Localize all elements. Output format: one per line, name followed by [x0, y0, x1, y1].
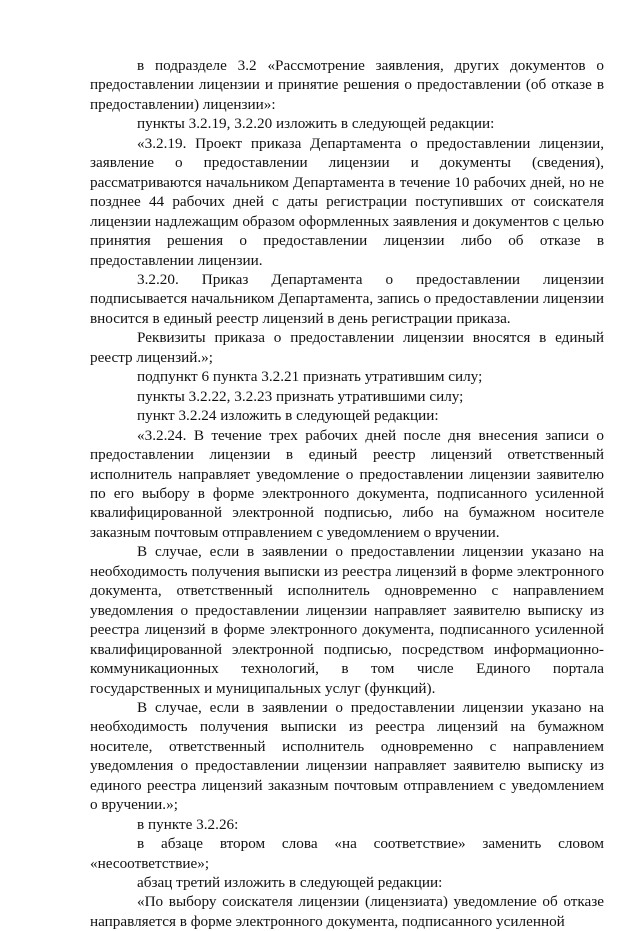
paragraph-subsection-3-2: в подразделе 3.2 «Рассмотрение заявления, других документов о предоставлении лицензии и принятие решения о предоставлении (об отказе в предоставлении) лицензии»:: [90, 57, 604, 113]
paragraph-items-3-2-22-3-2-23: пункты 3.2.22, 3.2.23 признать утратившими силу;: [137, 387, 464, 405]
paragraph-3-2-24: «3.2.24. В течение трех рабочих дней после дня внесения записи о предоставлении лицензии в единый реестр лицензий ответственный исполнитель направляет уведомление о предоставлении лицензии заявителю по его выбору в форме электронного документа, подписанного усиленной квалифицированной электронной подписью, либо на бумажном носителе заказным почтовым отправлением с уведомлением о вручении.: [90, 426, 604, 541]
paragraph-refusal-notice: «По выбору соискателя лицензии (лицензиата) уведомление об отказе направляется в форме электронного документа, подписанного усиленной: [90, 893, 604, 930]
paragraph-3-2-20: 3.2.20. Приказ Департамента о предоставлении лицензии подписывается начальником Департамента, запись о предоставлении лицензии вносится в единый реестр лицензий в день регистрации приказа.: [90, 270, 604, 327]
paragraph-items-3-2-19-3-2-20: пункты 3.2.19, 3.2.20 изложить в следующей редакции:: [137, 115, 495, 133]
document-page: [90, 56, 604, 931]
paragraph-third-subparagraph: абзац третий изложить в следующей редакции:: [137, 874, 443, 892]
paragraph-electronic-extract: В случае, если в заявлении о предоставлении лицензии указано на необходимость получения выписки из реестра лицензий в форме электронного документа, ответственный исполнитель одновременно с направлением уведомления о предоставлении лицензии направляет заявителю выписку из реестра лицензий в форме электронного документа, подписанного усиленной квалифицированной электронной подписью, посредством информационно-коммуникационных технологий, в том числе Единого портала государственных и муниципальных услуг (функций).: [90, 543, 604, 697]
paragraph-second-subparagraph: в абзаце втором слова «на соответствие» заменить словом «несоответствие»;: [90, 835, 604, 872]
paragraph-item-3-2-24: пункт 3.2.24 изложить в следующей редакции:: [137, 407, 439, 425]
paragraph-item-3-2-26: в пункте 3.2.26:: [137, 815, 239, 833]
paragraph-paper-extract: В случае, если в заявлении о предоставлении лицензии указано на необходимость получения выписки из реестра лицензий на бумажном носителе, ответственный исполнитель одновременно с направлением уведомления о предоставлении лицензии направляет заявителю выписку из единого реестра лицензий заказным почтовым отправлением с уведомлением о вручении.»;: [90, 698, 604, 814]
paragraph-order-details: Реквизиты приказа о предоставлении лицензии вносятся в единый реестр лицензий.»;: [90, 329, 604, 366]
paragraph-subitem-6: подпункт 6 пункта 3.2.21 признать утратившим силу;: [137, 368, 483, 386]
paragraph-3-2-19: «3.2.19. Проект приказа Департамента о предоставлении лицензии, заявление о предоставлении лицензии и документы (сведения), рассматриваются начальником Департамента в течение 10 рабочих дней, но не позднее 44 рабочих дней с даты регистрации поступивших от соискателя лицензии надлежащим образом оформленных заявления и документов с целью принятия решения о предоставлении лицензии либо об отказе в предоставлении лицензии.: [90, 134, 604, 269]
